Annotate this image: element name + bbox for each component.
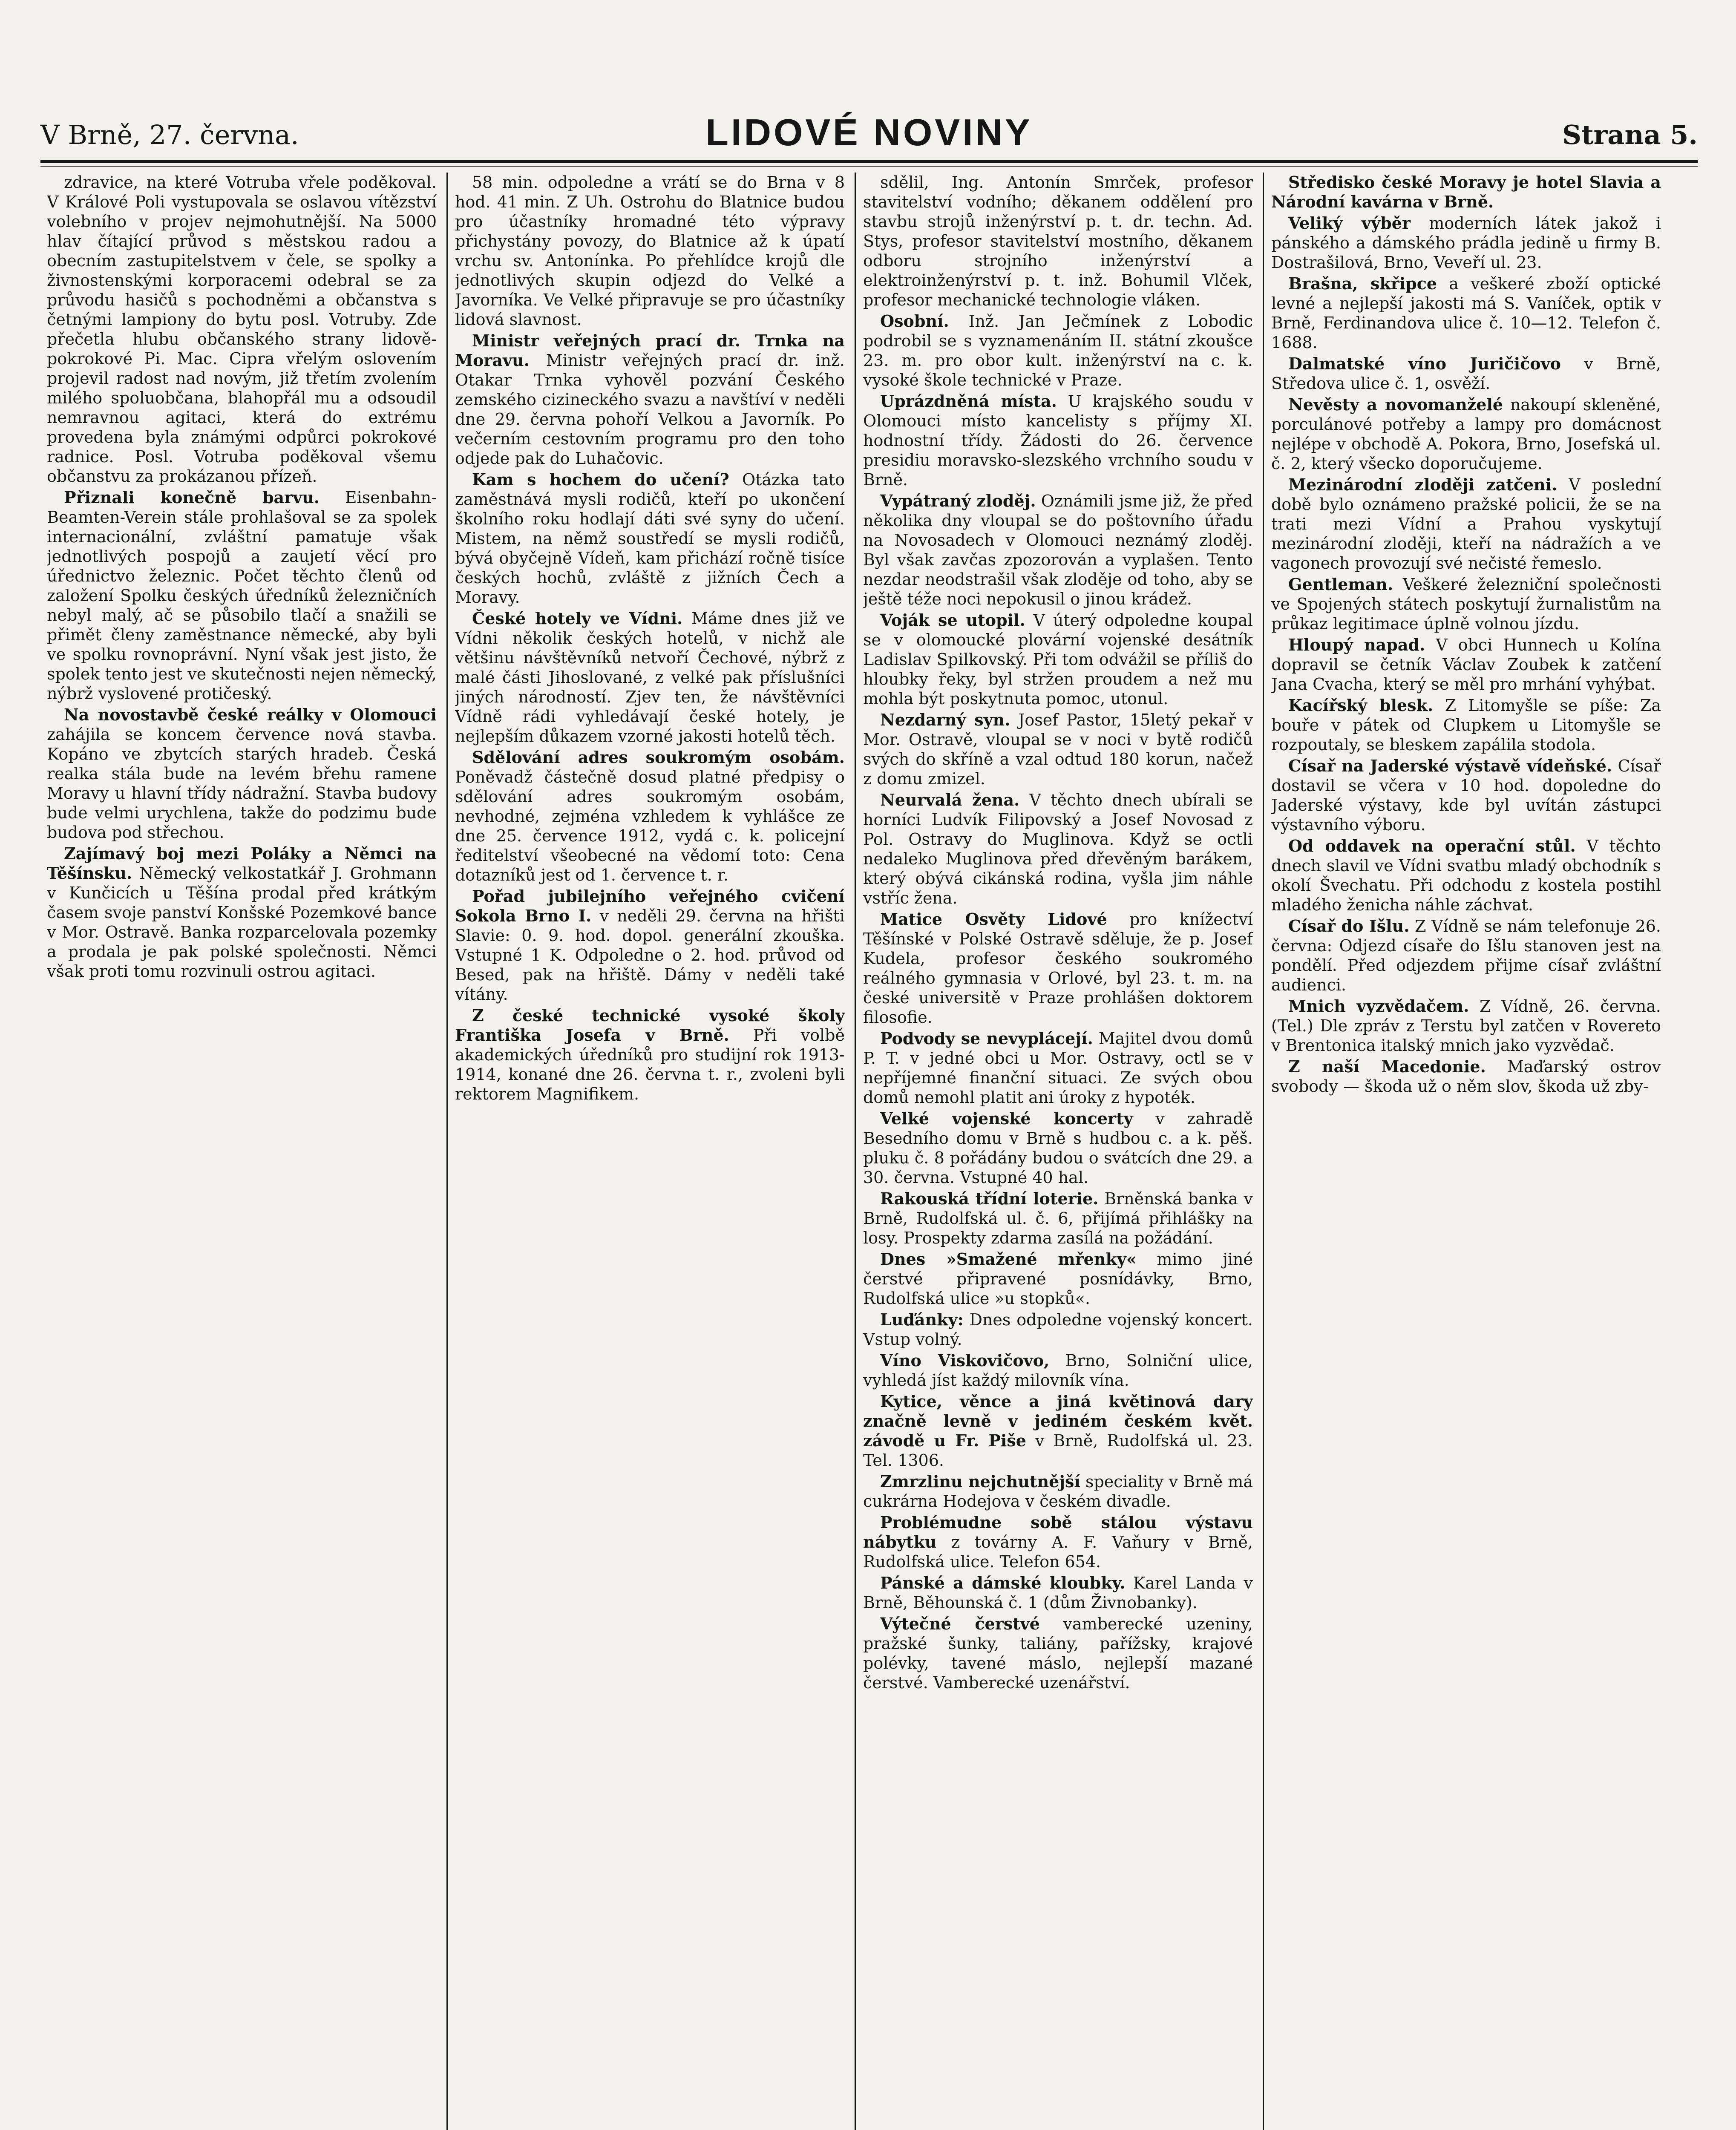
- article-headline: Uprázdněná místa.: [880, 391, 1057, 411]
- article-text: sdělil, Ing. Antonín Smrček, profesor stavitelství vodního; děkanem oddělení pro stavbu strojů inženýrství p. t. dr. techn. Ad. Stys, profesor stavitelství mostního, děkanem odboru strojního inženýrství a elektroinženýrství p. t. inž. Bohumil Vlček, profesor mechanické technologie vláken.: [863, 173, 1253, 309]
- article-headline: Matice Osvěty Lidové: [880, 910, 1107, 929]
- article-text: Josef Pastor, 15letý pekař v Mor. Ostravě, vloupal se v noci v bytě rodičů svých do skříně a vzal odtud 180 korun, načež z domu zmizel.: [863, 711, 1253, 788]
- article-headline: Kytice, věnce a jiná květinová dary značně levně v jediném českém květ. závodě u Fr. Piše: [863, 1392, 1253, 1450]
- column-1: [47, 173, 437, 2130]
- column-2: [455, 173, 845, 2130]
- article-paragraph: [455, 331, 845, 468]
- article-text: moderních látek jakož i pánského a dámského prádla jedině u firmy B. Dostrašilová, Brno, Veveří ul. 23.: [1271, 214, 1661, 272]
- article-headline: Dnes »Smažené mřenky«: [880, 1249, 1137, 1269]
- paper-title: LIDOVÉ NOVINY: [705, 111, 1033, 153]
- article-text: Z Litomyšle se píše: Za bouře v pátek od Clupkem u Litomyšle se rozpoutaly, se bleskem zapálila stodola.: [1271, 696, 1661, 754]
- article-headline: Mezinárodní zloději zatčeni.: [1288, 475, 1558, 494]
- article-text: Z Vídně se nám telefonuje 26. června: Odjezd císaře do Išlu stanoven jest na pondělí. Před odjezdem přijme císař zvláštní audienci.: [1271, 917, 1661, 994]
- article-headline: Sdělování adres soukromým osobám.: [472, 748, 845, 767]
- article-text: Máme dnes již ve Vídni několik českých hotelů, v nichž ale většinu návštěvníků netvoří Čechové, nýbrž z malé části Jihoslované, z velké pak příslušníci jiných národností. Zjev ten, že návštěvníci Vídně rádi vyhledávají české hotely, je nejlepším důkazem vzorné jakosti hotelů těch.: [455, 609, 845, 746]
- article-paragraph: [863, 790, 1253, 908]
- column-4: [1271, 173, 1661, 2130]
- article-text: vamberecké uzeniny, pražské šunky, taliány, pařížsky, krajové polévky, tavené máslo, nejlepší mazané čerstvé. Vamberecké uzenářství.: [863, 1615, 1253, 1692]
- article-text: pro knížectví Těšínské v Polské Ostravě sděluje, že p. Josef Kudela, profesor českého soukromého reálného gymnasia v Orlové, byl 23. t. m. na české universitě v Praze prohlášen doktorem filosofie.: [863, 910, 1253, 1027]
- article-headline: Zmrzlinu nejchutnější: [880, 1472, 1080, 1491]
- article-text: mimo jiné čerstvé připravené posnídávky, Brno, Rudolfská ulice »u stopků«.: [863, 1250, 1253, 1308]
- article-headline: Císař na Jaderské výstavě vídeňské.: [1288, 756, 1612, 775]
- article-paragraph: [863, 1189, 1253, 1248]
- article-text: nakoupí skleněné, porculánové potřeby a lampy pro domácnost nejlépe v obchodě A. Pokora, Brno, Josefská ul. č. 2, který všecko doporučujeme.: [1271, 395, 1661, 473]
- article-headline: Přiznali konečně barvu.: [64, 488, 320, 507]
- article-text: Dnes odpoledne vojenský koncert. Vstup volný.: [863, 1310, 1253, 1349]
- article-paragraph: [1271, 836, 1661, 915]
- article-paragraph: [863, 1614, 1253, 1692]
- article-paragraph: [1271, 274, 1661, 352]
- article-paragraph: [1271, 173, 1661, 212]
- article-paragraph: [863, 1392, 1253, 1470]
- article-paragraph: [863, 1472, 1253, 1511]
- article-text: z továrny A. F. Vaňury v Brně, Rudolfská ulice. Telefon 654.: [863, 1533, 1253, 1571]
- article-headline: Voják se utopil.: [880, 610, 1025, 630]
- masthead: [40, 111, 1698, 158]
- article-text: Poněvadž částečně dosud platné předpisy o sdělování adres soukromým osobám, nevhodné, zejména vzhledem k vyhlášce ze dne 25. července 1912, vydá c. k. policejní ředitelství všeobecné na vědomí toto: Cena dotazníků jest od 1. července t. r.: [455, 768, 845, 884]
- article-headline: Podvody se nevyplácejí.: [880, 1029, 1093, 1048]
- article-text: a veškeré zboží optické levné a nejlepší jakosti má S. Vaníček, optik v Brně, Ferdinandova ulice č. 10—12. Telefon č. 1688.: [1271, 274, 1661, 352]
- article-text: Veškeré železniční společnosti ve Spojených státech poskytují žurnalistům na průkaz legitimace úplně volnou jízdu.: [1271, 575, 1661, 633]
- article-paragraph: [1271, 475, 1661, 573]
- article-headline: Nezdarný syn.: [880, 710, 1011, 729]
- article-text: v neděli 29. června na hřišti Slavie: 0. 9. hod. dopol. generální zkouška. Vstupné 1 K. Odpoledne o 2. hod. průvod od Besed, pak na hřiště. Dámy v neděli také vítány.: [455, 907, 845, 1004]
- article-text: Otázka tato zaměstnává mysli rodičů, kteří po ukončení školního roku hodlají dáti své syny do učení. Mistem, na němž soustředí se mysli rodičů, bývá obyčejně Vídeň, kam přichází ročně tisíce českých hochů, zvláště z jižních Čech a Moravy.: [455, 470, 845, 607]
- article-paragraph: [47, 844, 437, 981]
- article-paragraph: [47, 705, 437, 842]
- page-number: Strana 5.: [1562, 119, 1698, 150]
- article-text: V těchto dnech slavil ve Vídni svatbu mladý obchodník s okolí Švechatu. Při odchodu z kostela postihl mladého ženicha náhle záchvat.: [1271, 837, 1661, 914]
- article-paragraph: [863, 910, 1253, 1027]
- article-headline: Víno Viskovičovo,: [880, 1351, 1050, 1370]
- article-text: Brno, Solniční ulice, vyhledá jíst každý milovník vína.: [863, 1351, 1253, 1390]
- column-divider: [446, 173, 448, 2130]
- article-paragraph: [455, 748, 845, 885]
- article-text: Z Vídně, 26. června. (Tel.) Dle zpráv z Terstu byl zatčen v Rovereto v Brentonica italský mnich jako vyzvědač.: [1271, 997, 1661, 1055]
- article-headline: Rakouská třídní loterie.: [880, 1189, 1099, 1208]
- article-paragraph: [1271, 1057, 1661, 1096]
- article-paragraph: [863, 610, 1253, 708]
- header-rule: [40, 160, 1698, 163]
- article-headline: Pořad jubilejního veřejného cvičení Sokola Brno I.: [455, 887, 845, 925]
- article-headline: Z naší Macedonie.: [1288, 1057, 1486, 1076]
- column-3: [863, 173, 1253, 2130]
- article-paragraph: [455, 887, 845, 1004]
- article-paragraph: [1271, 696, 1661, 754]
- date-line: V Brně, 27. června.: [40, 119, 299, 150]
- article-headline: Luďánky:: [880, 1310, 964, 1329]
- article-paragraph: [863, 311, 1253, 390]
- article-headline: Veliký výběr: [1288, 213, 1411, 233]
- article-text: Maďarský ostrov svobody — škoda už o něm slov, škoda už zby-: [1271, 1057, 1661, 1096]
- article-paragraph: [455, 173, 845, 329]
- article-headline: Gentleman.: [1288, 575, 1393, 594]
- article-headline: Středisko české Moravy je hotel Slavia a Národní kavárna v Brně.: [1271, 173, 1661, 211]
- article-paragraph: [863, 1249, 1253, 1308]
- article-headline: Císař do Išlu.: [1288, 916, 1410, 935]
- column-divider: [1263, 173, 1264, 2130]
- article-headline: Nevěsty a novomanželé: [1288, 395, 1503, 414]
- article-text: Císař dostavil se včera v 10 hod. dopoledne do Jaderské výstavy, kde byl uvítán zástupci výstavního výboru.: [1271, 757, 1661, 834]
- article-text: Inž. Jan Ječmínek z Lobodic podrobil se s vyznamenáním II. státní zkoušce 23. m. pro obor kult. inženýrství na c. k. vysoké škole technické v Praze.: [863, 312, 1253, 389]
- article-paragraph: [1271, 354, 1661, 393]
- article-paragraph: [47, 173, 437, 486]
- article-paragraph: [455, 1006, 845, 1104]
- article-headline: Zajímavý boj mezi Poláky a Němci na Těšínsku.: [47, 844, 437, 883]
- article-text: speciality v Brně má cukrárna Hodejova v českém divadle.: [863, 1472, 1253, 1511]
- header-rule-thin: [40, 166, 1698, 167]
- column-divider: [855, 173, 856, 2130]
- article-paragraph: [863, 1513, 1253, 1572]
- article-paragraph: [455, 470, 845, 607]
- article-paragraph: [863, 391, 1253, 489]
- article-paragraph: [863, 1573, 1253, 1612]
- article-headline: Pánské a dámské kloubky.: [880, 1573, 1126, 1592]
- article-text: 58 min. odpoledne a vrátí se do Brna v 8 hod. 41 min. Z Uh. Ostrohu do Blatnice budou pro účastníky hromadné této výpravy přichystány povozy, do Blatnice až k úpatí vrchu sv. Antonínka. Po přehlídce krojů dle jednotlivých skupin odjezd do Velké a Javorníka. Ve Velké připravuje se pro účastníky lidová slavnost.: [455, 173, 845, 329]
- article-paragraph: [863, 1351, 1253, 1390]
- article-headline: Mnich vyzvědačem.: [1288, 996, 1469, 1016]
- article-paragraph: [1271, 213, 1661, 272]
- article-paragraph: [863, 1310, 1253, 1349]
- article-text: v Brně, Rudolfská ul. 23. Tel. 1306.: [863, 1431, 1253, 1470]
- article-text: Karel Landa v Brně, Běhounská č. 1 (dům Živnobanky).: [863, 1574, 1253, 1612]
- article-headline: Výtečné čerstvé: [880, 1614, 1040, 1633]
- article-text: V těchto dnech ubírali se horníci Ludvík Filipovský a Josef Novosad z Pol. Ostravy do Muglinova. Když se octli nedaleko Muglinova před dřevěným barákem, který obývá cikánská rodina, vyšla jim náhle vstříc žena.: [863, 791, 1253, 907]
- article-paragraph: [1271, 635, 1661, 694]
- article-text: V úterý odpoledne koupal se v olomoucké plovární vojenské desátník Ladislav Spilkovský. Při tom odvážil se příliš do hloubky řeky, byl stržen proudem a než mu mohla být poskytnuta pomoc, utonul.: [863, 611, 1253, 708]
- article-headline: Vypátraný zloděj.: [880, 491, 1036, 510]
- article-headline: České hotely ve Vídni.: [472, 609, 683, 628]
- article-text: Ministr veřejných prací dr. inž. Otakar Trnka vyhověl pozvání Českého zemského cizineckého svazu a navštíví v neděli dne 29. června pohoří Velkou a Javorník. Po večerním cestovním programu pro den toho odjede pak do Luhačovic.: [455, 351, 845, 468]
- article-headline: Od oddavek na operační stůl.: [1288, 836, 1576, 855]
- article-paragraph: [1271, 395, 1661, 473]
- article-text: Eisenbahn-Beamten-Verein stále prohlašoval se za spolek internacionální, zvláštní pamatuje však jednotlivých pospojů a zaujetí věcí pro úřednictvo železnic. Počet těchto členů od založení Spolku českých úředníků železničních nebyl malý, ač se působilo tlačí a snažili se přimět členy zaměstnance německé, aby byli ve spolku rovnoprávní. Nyní však jest jisto, že spolek tento jest ve skutečnosti nejen německý, nýbrž vyslovené protičeský.: [47, 488, 437, 703]
- article-text: v zahradě Besedního domu v Brně s hudbou c. a k. pěš. pluku č. 8 pořádány budou o svátcích dne 29. a 30. června. Vstupné 40 hal.: [863, 1109, 1253, 1187]
- article-paragraph: [1271, 575, 1661, 633]
- article-text: v Brně, Středova ulice č. 1, osvěží.: [1271, 354, 1661, 393]
- article-paragraph: [863, 173, 1253, 310]
- article-headline: Kam s hochem do učení?: [472, 470, 729, 489]
- article-text: Oznámili jsme již, že před několika dny vloupal se do poštovního úřadu na Novosadech v Olomouci neznámý zloděj. Byl však zavčas zpozorován a vyplašen. Tento nezdar neodstrašil však zloděje od toho, aby se ještě téže noci nepokusil o jinou krádež.: [863, 492, 1253, 608]
- article-paragraph: [47, 488, 437, 703]
- article-headline: Osobní.: [880, 311, 949, 331]
- article-paragraph: [863, 491, 1253, 609]
- article-text: zdravice, na které Votruba vřele poděkoval. V Králové Poli vystupovala se oslavou vítězství volebního v projev nejmohutnější. Na 5000 hlav čítající průvod s městskou radou a obecním zastupitelstvem v čele, se spolky a živnostenskými korporacemi odebral se za průvodu hasičů s pochodněmi a občanstva s četnými lampiony do bytu posl. Votruby. Zde přečetla hlubu občanského strany lidově-pokrokové Pi. Mac. Cipra vřelým oslovením projevil radost nad novým, již třetím zvolením milého spoluobčana, blahopřál mu a odsoudil nemravnou agitaci, která do extrému provedena byla známými odpůrci pokrokové radnice. Posl. Votruba poděkoval všemu občanstvu za prokázanou přízeň.: [47, 173, 437, 486]
- article-text: U krajského soudu v Olomouci místo kancelisty s příjmy XI. hodnostní třídy. Žádosti do 26. července presidiu moravsko-slezského vrchního soudu v Brně.: [863, 392, 1253, 489]
- article-paragraph: [1271, 996, 1661, 1055]
- article-headline: Velké vojenské koncerty: [880, 1109, 1133, 1128]
- article-headline: Brašna, skřipce: [1288, 274, 1437, 293]
- article-text: V obci Hunnech u Kolína dopravil se četník Václav Zoubek k zatčení Jana Cvacha, který se měl pro mrhání vyhýbat.: [1271, 636, 1661, 694]
- article-headline: Dalmatské víno Juričičovo: [1288, 354, 1561, 373]
- article-text: Při volbě akademických úředníků pro studijní rok 1913-1914, konané dne 26. června t. r., zvoleni byli rektorem Magnifikem.: [455, 1026, 845, 1103]
- article-paragraph: [1271, 916, 1661, 995]
- article-headline: Neurvalá žena.: [880, 790, 1020, 809]
- article-text: Německý velkostatkář J. Grohmann v Kunčicích u Těšína prodal před krátkým časem svoje panství Konšské Pozemkové bance v Mor. Ostravě. Banka rozparcelovala pozemky a prodala je pak polské společnosti. Němci však proti tomu rozvinuli ostrou agitaci.: [47, 864, 437, 981]
- article-paragraph: [1271, 756, 1661, 835]
- article-headline: Ministr veřejných prací dr. Trnka na Moravu.: [455, 331, 845, 370]
- article-text: V poslední době bylo oznámeno pražské policii, že se na trati mezi Vídní a Prahou vyskytují mezinárodní zloději, kteří na nádražích a ve vagonech provozují své nečisté řemeslo.: [1271, 475, 1661, 573]
- article-paragraph: [863, 1029, 1253, 1107]
- article-headline: Z české technické vysoké školy Františka Josefa v Brně.: [455, 1006, 845, 1045]
- article-text: Majitel dvou domů P. T. v jedné obci u Mor. Ostravy, octl se v nepříjemné finanční situaci. Ze svých obou domů nemohl platit ani úroky z hypoték.: [863, 1029, 1253, 1107]
- article-headline: Na novostavbě české reálky v Olomouci: [64, 705, 437, 724]
- article-headline: Problémudne sobě stálou výstavu nábytku: [863, 1513, 1253, 1551]
- article-paragraph: [455, 609, 845, 746]
- article-headline: Hloupý napad.: [1288, 635, 1425, 654]
- article-paragraph: [863, 1109, 1253, 1187]
- article-text: Brněnská banka v Brně, Rudolfská ul. č. 6, přijímá přihlášky na losy. Prospekty zdarma zasílá na požádání.: [863, 1189, 1253, 1247]
- article-text: zahájila se koncem července nová stavba. Kopáno ve zbytcích starých hradeb. Česká realka stála bude na levém břehu ramene Moravy u hlavní třídy nádražní. Stavba budovy bude velmi urychlena, takže do podzimu bude budova pod střechou.: [47, 725, 437, 842]
- article-paragraph: [863, 710, 1253, 789]
- article-headline: Kacířský blesk.: [1288, 696, 1434, 715]
